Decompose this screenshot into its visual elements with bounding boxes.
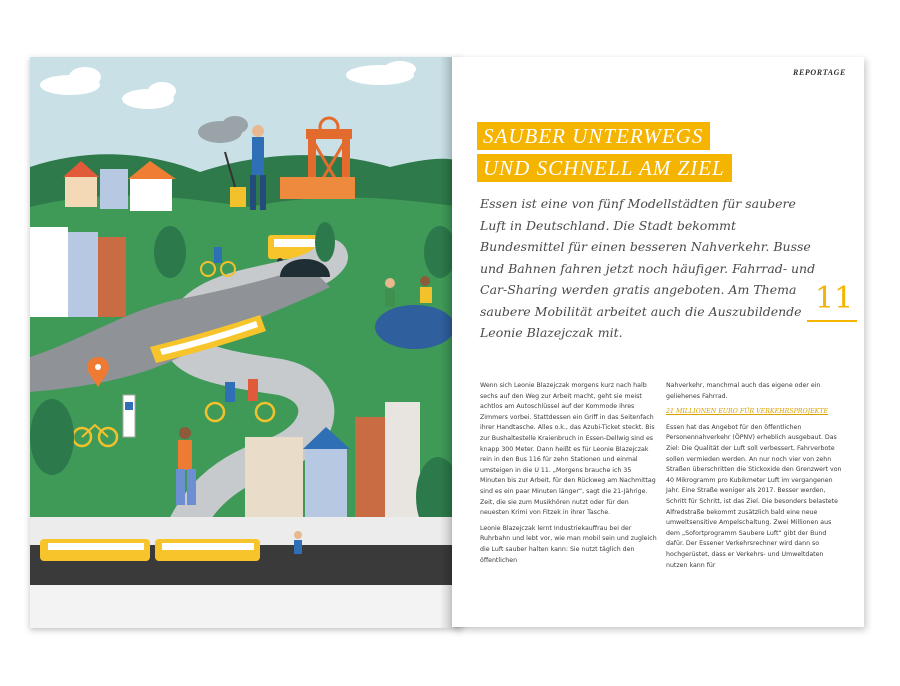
tree-icon	[30, 399, 74, 475]
house-icon	[245, 437, 303, 517]
city-illustration	[30, 57, 462, 628]
body-paragraph: Essen hat das Angebot für den öffentlichen Personennahverkehr (ÖPNV) erheblich ausgebaut. Das Ziel: Die Qualität der Luft soll verbessert, Fahrverbote sollen vermieden werden. An nur noch vier von zehn Straßen überschritten die Stickoxide den Grenzwert von 40 Mikrogramm pro Kubikmeter Luft im vergangenen Jahr. Eine Straße weniger als 2017. Besser werden, Schritt für Schritt, ist das Ziel. Die besonders belastete Alfredstraße bekommt zusätzlich bald eine neue umweltsensitive Ampelschaltung. Zwei Millionen aus dem „Sofortprogramm Saubere Luft“ gibt der Bund dafür. Der Essener Verkehrsrechner wird dann so hochgerüstet, dass er Verkehrs- und Umweltdaten nutzen kann für	[666, 423, 842, 569]
illustration-page	[30, 57, 462, 628]
house-icon	[30, 227, 126, 317]
title-line-2: UND SCHNELL AM ZIEL	[477, 154, 732, 182]
page-number: 11	[815, 281, 854, 316]
tree-icon	[154, 226, 186, 278]
body-paragraph: Wenn sich Leonie Blazejczak morgens kurz nach halb sechs auf den Weg zur Arbeit macht, geht sie meist achtlos am Autoschlüssel auf der Kommode ihres Zimmers vorbei. Stattdessen ein Griff in das Seitenfach ihrer Handtasche. Alles o.k., das Azubi-Ticket steckt. Bis zur Bushaltestelle Kraienbruch in Essen-Dellwig sind es knapp 300 Meter. Dann heißt es für Leonie Blazejczak rein in den Bus 116 für zehn Stationen und einmal umsteigen in die U 11. „Morgens brauche ich 35 Minuten bis zur Arbeit, für den Rückweg am Nachmittag sind es ein paar Minuten länger“, sagt die 21-Jährige. Zeit, die sie zum Musikhören nutzt oder für den neuesten Krimi von Fitzek in ihrer Tasche.	[480, 382, 656, 517]
tram-icon	[155, 539, 260, 561]
body-column-1	[480, 381, 658, 571]
bike-station-icon	[123, 395, 135, 437]
body-column-2	[666, 381, 844, 576]
subheading: 21 MILLIONEN EURO FÜR VERKEHRSPROJEKTE	[666, 408, 829, 416]
person-icon	[294, 531, 302, 554]
page-number-rule	[807, 320, 857, 322]
page-bottom	[30, 585, 462, 628]
title-line-1: SAUBER UNTERWEGS	[477, 122, 710, 150]
tram-icon	[40, 539, 150, 561]
body-paragraph: Nahverkehr, manchmal auch das eigene oder ein geliehenes Fahrrad.	[666, 382, 821, 400]
section-label: REPORTAGE	[793, 68, 846, 77]
tree-icon	[315, 222, 335, 262]
house-icon	[355, 402, 420, 517]
lead-paragraph: Essen ist eine von fünf Modellstädten für saubere Luft in Deutschland. Die Stadt bekommt Bundesmittel für einen besseren Nahverkehr. Busse und Bahnen fahren jetzt noch häufiger. Fahrrad- und Car-Sharing werden gratis angeboten. Am Thema saubere Mobilität arbeitet auch die Auszubildende Leonie Blazejczak mit.	[480, 196, 816, 340]
house-icon	[100, 169, 128, 209]
body-paragraph: Leonie Blazejczak lernt Industriekauffrau bei der Ruhrbahn und lebt vor, wie man mobil sein und zugleich die Luft sauber halten kann: Sie nutzt täglich den öffentlichen	[480, 524, 657, 564]
text-page	[452, 57, 864, 627]
